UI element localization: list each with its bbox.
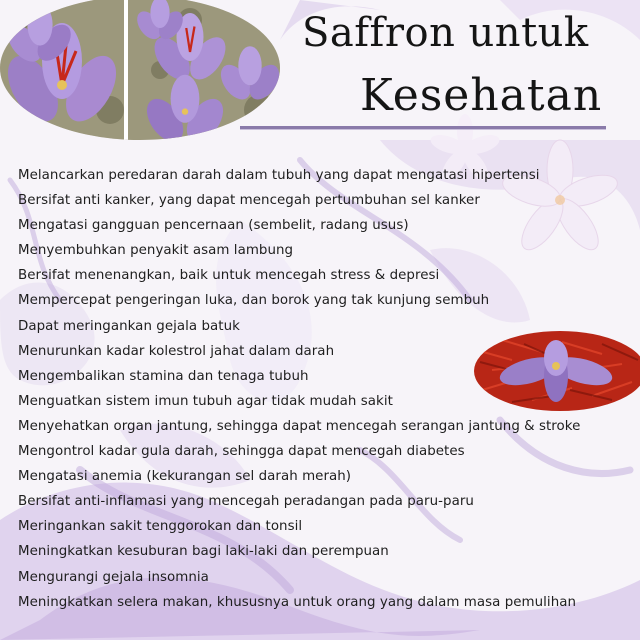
benefit-item: Menyehatkan organ jantung, sehingga dapat mencegah serangan jantung & stroke [18,418,581,434]
benefit-item: Meningkatkan selera makan, khususnya untuk orang yang dalam masa pemulihan [18,594,577,610]
title-divider [240,126,606,130]
title-line-1: Saffron untuk [302,10,589,56]
crocus-flowers-photo [0,0,300,140]
benefits-list [18,163,618,615]
benefit-item: Bersifat anti-inflamasi yang mencegah peradangan pada paru-paru [18,494,474,510]
title-line-2: Kesehatan [360,70,603,121]
benefit-item: Bersifat menenangkan, baik untuk mencegah stress & depresi [18,268,440,284]
benefit-item: Meringankan sakit tenggorokan dan tonsil [18,519,303,535]
benefit-item: Mengurangi gejala insomnia [18,569,209,585]
benefit-item: Meningkatkan kesuburan bagi laki-laki dan perempuan [18,544,389,560]
benefit-item: Mempercepat pengeringan luka, dan borok yang tak kunjung sembuh [18,293,490,309]
benefit-item: Dapat meringankan gejala batuk [18,318,240,334]
benefit-item: Menurunkan kadar kolestrol jahat dalam darah [18,343,335,359]
benefit-item: Mengembalikan stamina dan tenaga tubuh [18,368,309,384]
benefit-item: Mengontrol kadar gula darah, sehingga dapat mencegah diabetes [18,444,465,460]
benefit-item: Melancarkan peredaran darah dalam tubuh yang dapat mengatasi hipertensi [18,168,540,183]
benefit-item: Menguatkan sistem imun tubuh agar tidak mudah sakit [18,393,393,409]
benefit-item: Mengatasi gangguan pencernaan (sembelit, radang usus) [18,218,409,234]
benefit-item: Menyembuhkan penyakit asam lambung [18,243,294,259]
benefit-item: Mengatasi anemia (kekurangan sel darah merah) [18,469,352,485]
benefit-item: Bersifat anti kanker, yang dapat mencegah pertumbuhan sel kanker [18,193,480,209]
